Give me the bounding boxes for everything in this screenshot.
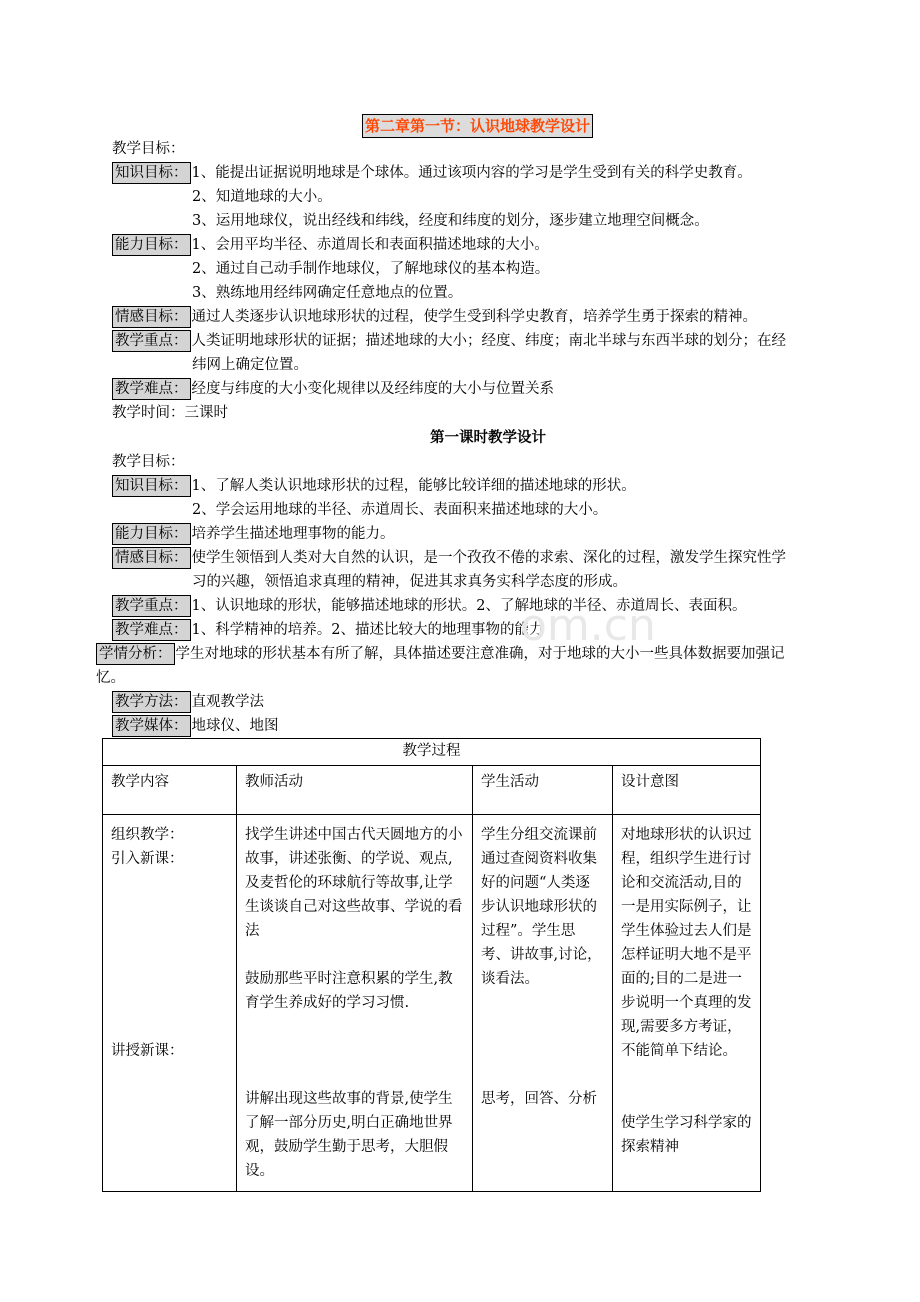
lesson1-goals-heading: 教学目标： [112,454,185,470]
lesson1-knowledge-row [112,475,636,497]
lesson1-emotion-text-cont: 习的兴趣，领悟追求真理的精神，促进其求真务实科学态度的形成。 [192,574,627,590]
document-title: 第二章第一节：认识地球教学设计 [362,114,593,138]
watermark: om.cn [520,600,656,651]
process-caption: 教学过程 [103,739,761,766]
student-activity-1: 学生分组交流课前通过查阅资料收集好的问题“人类逐步认识地球形状的过程”。学生思考、讲故事,讨论，谈看法。 [481,827,602,987]
teaching-time: 教学时间：三课时 [112,405,228,421]
lesson1-analysis-row [96,643,785,665]
header-content: 教学内容 [103,766,237,815]
ability-goal-row [112,234,549,256]
lesson1-media-row [112,715,279,737]
teacher-activity-1: 找学生讲述中国古代天圆地方的小故事，讲述张衡、的学说、观点,及麦哲伦的环球航行等故事,让学生谈谈自己对这些故事、学说的看法 [245,827,463,939]
intent-cell [613,815,761,1192]
difficulty-row [112,378,554,400]
lesson1-ability-row [112,523,395,545]
lesson1-ability-text: 培养学生描述地理事物的能力。 [191,526,395,542]
lesson1-difficulty-text: 1、科学精神的培养。2、描述比较大的地理事物的能力 [191,622,544,638]
content-intro: 引入新课： [111,851,184,867]
emotion-goal-row [112,306,757,328]
content-organize: 组织教学： [111,827,184,843]
header-teacher: 教师活动 [237,766,473,815]
knowledge-goal-1: 1、能提出证据说明地球是个球体。通过该项内容的学习是学生受到有关的科学史教育。 [191,165,752,181]
lesson1-media-label: 教学媒体： [112,715,191,737]
lesson1-title: 第一课时教学设计 [430,429,546,446]
knowledge-goal-label: 知识目标： [112,162,191,184]
knowledge-goal-row [112,162,752,184]
lesson1-knowledge-2: 2、学会运用地球的半径、赤道周长、表面积来描述地球的大小。 [192,502,608,518]
header-student: 学生活动 [473,766,613,815]
key-point-label: 教学重点： [112,330,191,352]
intent-2: 使学生学习科学家的探索精神 [621,1115,752,1155]
lesson1-ability-label: 能力目标： [112,523,191,545]
lesson1-emotion-text: 使学生领悟到人类对大自然的认识，是一个孜孜不倦的求索、深化的过程，激发学生探究性学 [191,550,786,566]
student-activity-2: 思考，回答、分析 [481,1091,597,1107]
emotion-goal-text: 通过人类逐步认识地球形状的过程，使学生受到科学史教育，培养学生勇于探索的精神。 [191,309,757,325]
lesson1-knowledge-label: 知识目标： [112,475,191,497]
lesson1-analysis-text-cont: 忆。 [96,670,125,686]
teacher-activity-2: 鼓励那些平时注意积累的学生,教育学生养成好的学习习惯. [245,971,453,1011]
content-lecture: 讲授新课： [111,1043,184,1059]
difficulty-text: 经度与纬度的大小变化规律以及经纬度的大小与位置关系 [191,381,554,397]
lesson1-emotion-label: 情感目标： [112,547,191,569]
goals-heading: 教学目标： [112,141,185,157]
process-table [102,738,761,1192]
knowledge-goal-3: 3、运用地球仪，说出经线和纬线，经度和纬度的划分，逐步建立地理空间概念。 [192,213,709,229]
lesson1-knowledge-1: 1、了解人类认识地球形状的过程，能够比较详细的描述地球的形状。 [191,478,636,494]
lesson1-difficulty-label: 教学难点： [112,619,191,641]
lesson1-analysis-label: 学情分析： [96,643,175,665]
lesson1-key-label: 教学重点： [112,595,191,617]
lesson1-method-text: 直观教学法 [191,694,264,710]
lesson1-method-row [112,691,264,713]
difficulty-label: 教学难点： [112,378,191,400]
header-intent: 设计意图 [613,766,761,815]
lesson1-difficulty-row [112,619,543,641]
ability-goal-label: 能力目标： [112,234,191,256]
lesson1-method-label: 教学方法： [112,691,191,713]
ability-goal-1: 1、会用平均半径、赤道周长和表面积描述地球的大小。 [191,237,549,253]
lesson1-key-text: 1、认识地球的形状，能够描述地球的形状。2、了解地球的半径、赤道周长、表面积。 [191,598,747,614]
ability-goal-3: 3、熟练地用经纬网确定任意地点的位置。 [192,285,463,301]
teacher-activity-3: 讲解出现这些故事的背景,使学生了解一部分历史,明白正确地世界观，鼓励学生勤于思考，大胆假设。 [245,1091,453,1179]
lesson1-analysis-text: 学生对地球的形状基本有所了解，具体描述要注意准确，对于地球的大小一些具体数据要加强记 [175,646,785,662]
emotion-goal-label: 情感目标： [112,306,191,328]
key-point-row [112,330,786,352]
knowledge-goal-2: 2、知道地球的大小。 [192,189,332,205]
content-cell [103,815,237,1192]
key-point-text: 人类证明地球形状的证据；描述地球的大小；经度、纬度；南北半球与东西半球的划分；在经 [191,333,786,349]
ability-goal-2: 2、通过自己动手制作地球仪，了解地球仪的基本构造。 [192,261,550,277]
key-point-text-cont: 纬网上确定位置。 [192,357,308,373]
intent-1: 对地球形状的认识过程，组织学生进行讨论和交流活动,目的一是用实际例子，让学生体验过去人们是怎样证明大地不是平面的;目的二是进一步说明一个真理的发现,需要多方考证，不能简单下结论。 [621,827,752,1059]
lesson1-media-text: 地球仪、地图 [191,718,279,734]
lesson1-emotion-row [112,547,786,569]
student-cell [473,815,613,1192]
teacher-cell [237,815,473,1192]
